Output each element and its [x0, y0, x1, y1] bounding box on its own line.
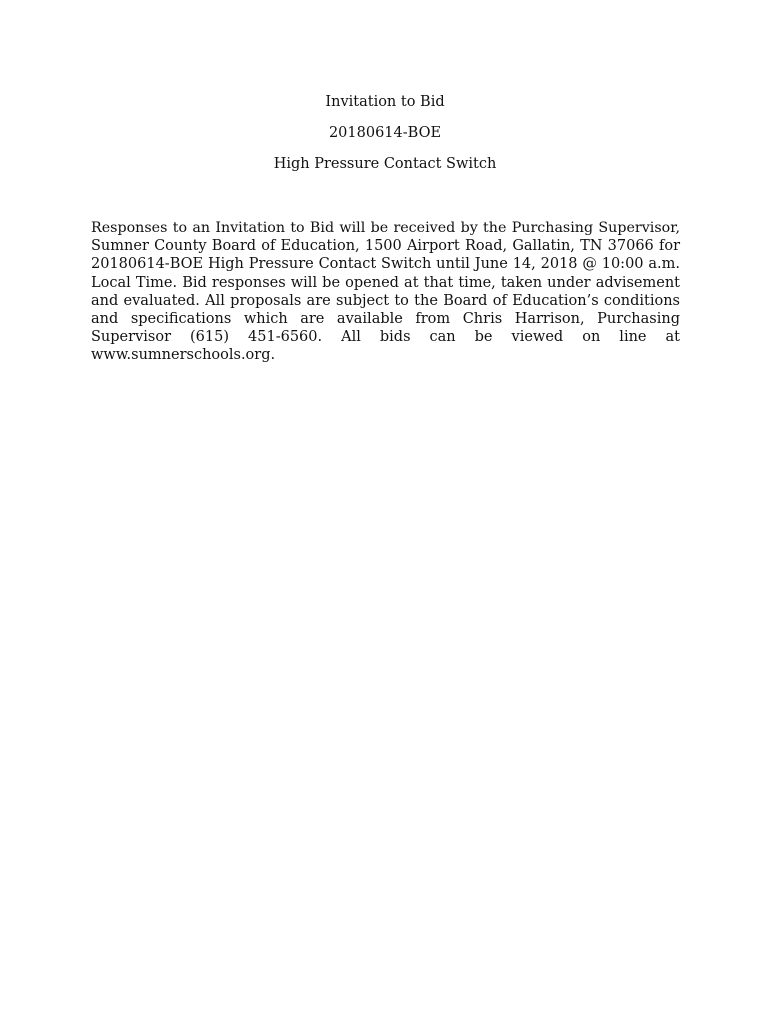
paragraph-line: 20180614-BOE High Pressure Contact Switch until June 14, 2018 @ 10:00 a.m.	[91, 256, 680, 273]
bid-number: 20180614-BOE	[328, 125, 442, 141]
bid-subject: High Pressure Contact Switch	[273, 156, 497, 172]
document-title: Invitation to Bid	[325, 94, 445, 110]
bid-announcement-paragraph	[91, 219, 680, 365]
paragraph-line: and specifications which are available from Chris Harrison, Purchasing	[91, 311, 680, 328]
paragraph-line: Responses to an Invitation to Bid will be received by the Purchasing Supervisor,	[91, 220, 680, 236]
paragraph-line: Supervisor (615) 451-6560. All bids can be viewed on line at	[91, 329, 680, 346]
paragraph-line: Local Time. Bid responses will be opened at that time, taken under advisement	[91, 274, 680, 291]
paragraph-line: Sumner County Board of Education, 1500 Airport Road, Gallatin, TN 37066 for	[91, 238, 680, 255]
paragraph-line: and evaluated. All proposals are subject to the Board of Education’s conditions	[91, 292, 680, 309]
website-link-text: www.sumnerschools.org.	[91, 347, 276, 364]
